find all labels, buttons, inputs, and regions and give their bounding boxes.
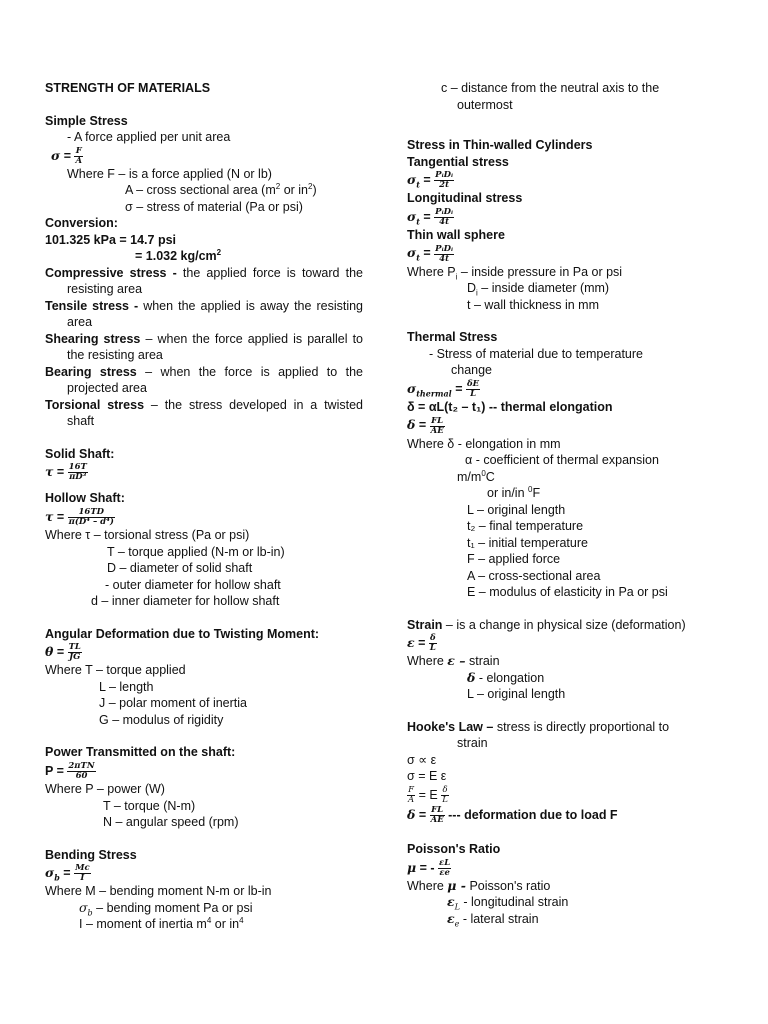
- hookes-proportional: σ ∝ ε: [407, 752, 437, 767]
- thermal-bullet-2: change: [451, 363, 493, 378]
- torsional-stress-definition: Torsional stress – the stress developed in a twisted shaft: [45, 397, 363, 429]
- simple-stress-where-1: Where F – is a force applied (N or lb): [67, 166, 272, 181]
- power-where-2: T – torque (N-m): [103, 798, 196, 813]
- poisson-where-2: $\varepsilon_L$ - longitudinal strain: [447, 894, 569, 912]
- bending-where-3: I – moment of inertia $m^4$ or $in^4$: [79, 916, 244, 932]
- strain-formula: ε = $\frac{\delta}{L}$: [407, 633, 436, 654]
- thin-wall-sphere-heading: Thin wall sphere: [407, 227, 505, 242]
- strain-where-2: δ - elongation: [467, 669, 545, 685]
- thermal-stress-heading: Thermal Stress: [407, 330, 498, 345]
- strain-definition: Strain – is a change in physical size (deformation): [407, 617, 686, 632]
- thin-walled-where-2: $D_i$ – inside diameter (mm): [467, 281, 610, 298]
- poissons-ratio-formula: μ = - $\frac{\varepsilon L}{\varepsilon e}$: [407, 857, 451, 878]
- tangential-stress-formula: $\sigma_t$ = $\frac{\text{PᵢDᵢ}}{2t}$: [407, 170, 454, 191]
- simple-stress-formula: σ = $\frac{F}{A}$: [51, 145, 83, 166]
- poissons-ratio-heading: Poisson's Ratio: [407, 842, 501, 857]
- thermal-where-8: F – applied force: [467, 552, 561, 567]
- thermal-where-4: or in/in $^0$F: [487, 484, 541, 501]
- thermal-elongation-formula: δ = αL(t₂ – t₁) -- thermal elongation: [407, 399, 613, 414]
- hollow-shaft-where-4: - outer diameter for hollow shaft: [105, 577, 281, 592]
- neutral-axis-note-2: outermost: [457, 97, 513, 112]
- bending-stress-formula: $\sigma_b$ = $\frac{Mc}{I}$: [45, 863, 90, 884]
- power-heading: Power Transmitted on the shaft:: [45, 745, 236, 760]
- simple-stress-where-2: A – cross sectional area ($m^2$ or $in^2$): [125, 182, 317, 198]
- simple-stress-heading: Simple Stress: [45, 113, 128, 128]
- thermal-where-6: t₂ – final temperature: [467, 519, 584, 534]
- solid-shaft-formula: τ = $\frac{16T}{\text{πD³}}$: [45, 462, 87, 483]
- conversion-line-1: 101.325 kPa = 14.7 psi: [45, 232, 177, 247]
- power-where-1: Where P – power (W): [45, 782, 165, 797]
- thermal-stress-formula: $\sigma_{thermal}$ = $\frac{\delta E}{L}$: [407, 378, 480, 399]
- bending-where-1: Where M – bending moment N-m or lb-in: [45, 884, 272, 899]
- longitudinal-stress-formula: $\sigma_t$ = $\frac{\text{PᵢDᵢ}}{4t}$: [407, 206, 454, 227]
- shearing-stress-definition: Shearing stress – when the force applied is parallel to the resisting area: [45, 331, 363, 363]
- thermal-where-10: E – modulus of elasticity in Pa or psi: [467, 585, 668, 600]
- angular-where-1: Where T – torque applied: [45, 663, 186, 678]
- conversion-heading: Conversion:: [45, 216, 118, 231]
- solid-shaft-heading: Solid Shaft:: [45, 446, 115, 461]
- tangential-stress-heading: Tangential stress: [407, 154, 509, 169]
- hookes-law-definition-2: strain: [457, 736, 488, 751]
- hollow-shaft-where-1: Where τ – torsional stress (Pa or psi): [45, 528, 250, 543]
- left-column: [45, 80, 363, 933]
- compressive-stress-definition: Compressive stress - the applied force is toward the resisting area: [45, 265, 363, 297]
- thin-wall-sphere-formula: $\sigma_t$ = $\frac{\text{PᵢDᵢ}}{4t}$: [407, 243, 454, 264]
- power-where-3: N – angular speed (rpm): [103, 815, 239, 830]
- thermal-where-5: L – original length: [467, 502, 566, 517]
- thermal-where-7: t₁ – initial temperature: [467, 535, 588, 550]
- thin-walled-heading: Stress in Thin-walled Cylinders: [407, 138, 593, 152]
- hollow-shaft-heading: Hollow Shaft:: [45, 491, 125, 506]
- hollow-shaft-where-2: T – torque applied (N-m or lb-in): [107, 544, 285, 559]
- deformation-formula: δ = $\frac{FL}{AE}$ --- deformation due to load F: [407, 805, 618, 826]
- thin-walled-where-3: t – wall thickness in mm: [467, 297, 599, 312]
- bending-where-2: $\sigma_b$ – bending moment Pa or psi: [79, 899, 253, 918]
- simple-stress-where-3: σ – stress of material (Pa or psi): [125, 199, 303, 214]
- longitudinal-stress-heading: Longitudinal stress: [407, 191, 523, 206]
- angular-where-4: G – modulus of rigidity: [99, 712, 224, 727]
- angular-where-2: L – length: [99, 679, 154, 694]
- angular-where-3: J – polar moment of inertia: [99, 696, 247, 711]
- strain-where-3: L – original length: [467, 687, 566, 702]
- bearing-stress-definition: Bearing stress – when the force is applied to the projected area: [45, 364, 363, 396]
- hookes-fraction-formula: $\frac{F}{A}$ = E $\frac{\delta}{L}$: [408, 784, 448, 805]
- simple-stress-bullet: - A force applied per unit area: [67, 130, 231, 144]
- elongation-formula: δ = $\frac{FL}{AE}$: [407, 415, 444, 436]
- hollow-shaft-formula: τ = $\frac{16TD}{\text{π(D⁴ – d⁴)}}$: [45, 507, 114, 528]
- thermal-where-3: $m/m^0C$: [457, 468, 495, 484]
- poisson-where-3: $\varepsilon_e$ - lateral strain: [447, 910, 539, 929]
- bending-stress-heading: Bending Stress: [45, 847, 137, 862]
- angular-deformation-formula: θ = $\frac{TL}{JG}$: [45, 642, 81, 663]
- hookes-law-definition: Hooke's Law – stress is directly proportional to: [407, 719, 670, 734]
- thermal-where-2: α - coefficient of thermal expansion: [465, 453, 659, 468]
- conversion-line-2: = 1.032 $kg/cm^2$: [135, 248, 222, 264]
- thermal-where-9: A – cross-sectional area: [467, 568, 601, 583]
- thermal-bullet-1: - Stress of material due to temperature: [429, 346, 643, 361]
- thermal-where-1: Where δ - elongation in mm: [407, 436, 561, 451]
- tensile-stress-definition: Tensile stress - when the applied is away the resisting area: [45, 298, 364, 330]
- hollow-shaft-where-5: d – inner diameter for hollow shaft: [91, 594, 280, 609]
- poisson-where-1: Where μ - Poisson's ratio: [407, 877, 551, 893]
- angular-deformation-heading: Angular Deformation due to Twisting Moment:: [45, 626, 320, 641]
- power-formula: P = $\frac{\text{2πTN}}{60}$: [45, 761, 95, 782]
- neutral-axis-note-1: c – distance from the neutral axis to the: [441, 81, 660, 95]
- thin-walled-where-1: Where $P_i$ – inside pressure in Pa or psi: [407, 264, 623, 282]
- right-column: [407, 80, 727, 927]
- document-title: STRENGTH OF MATERIALS: [45, 81, 211, 95]
- hookes-formula: σ = E ε: [407, 769, 447, 784]
- hollow-shaft-where-3: D – diameter of solid shaft: [107, 561, 253, 576]
- strain-where-1: Where ε – strain: [407, 653, 500, 669]
